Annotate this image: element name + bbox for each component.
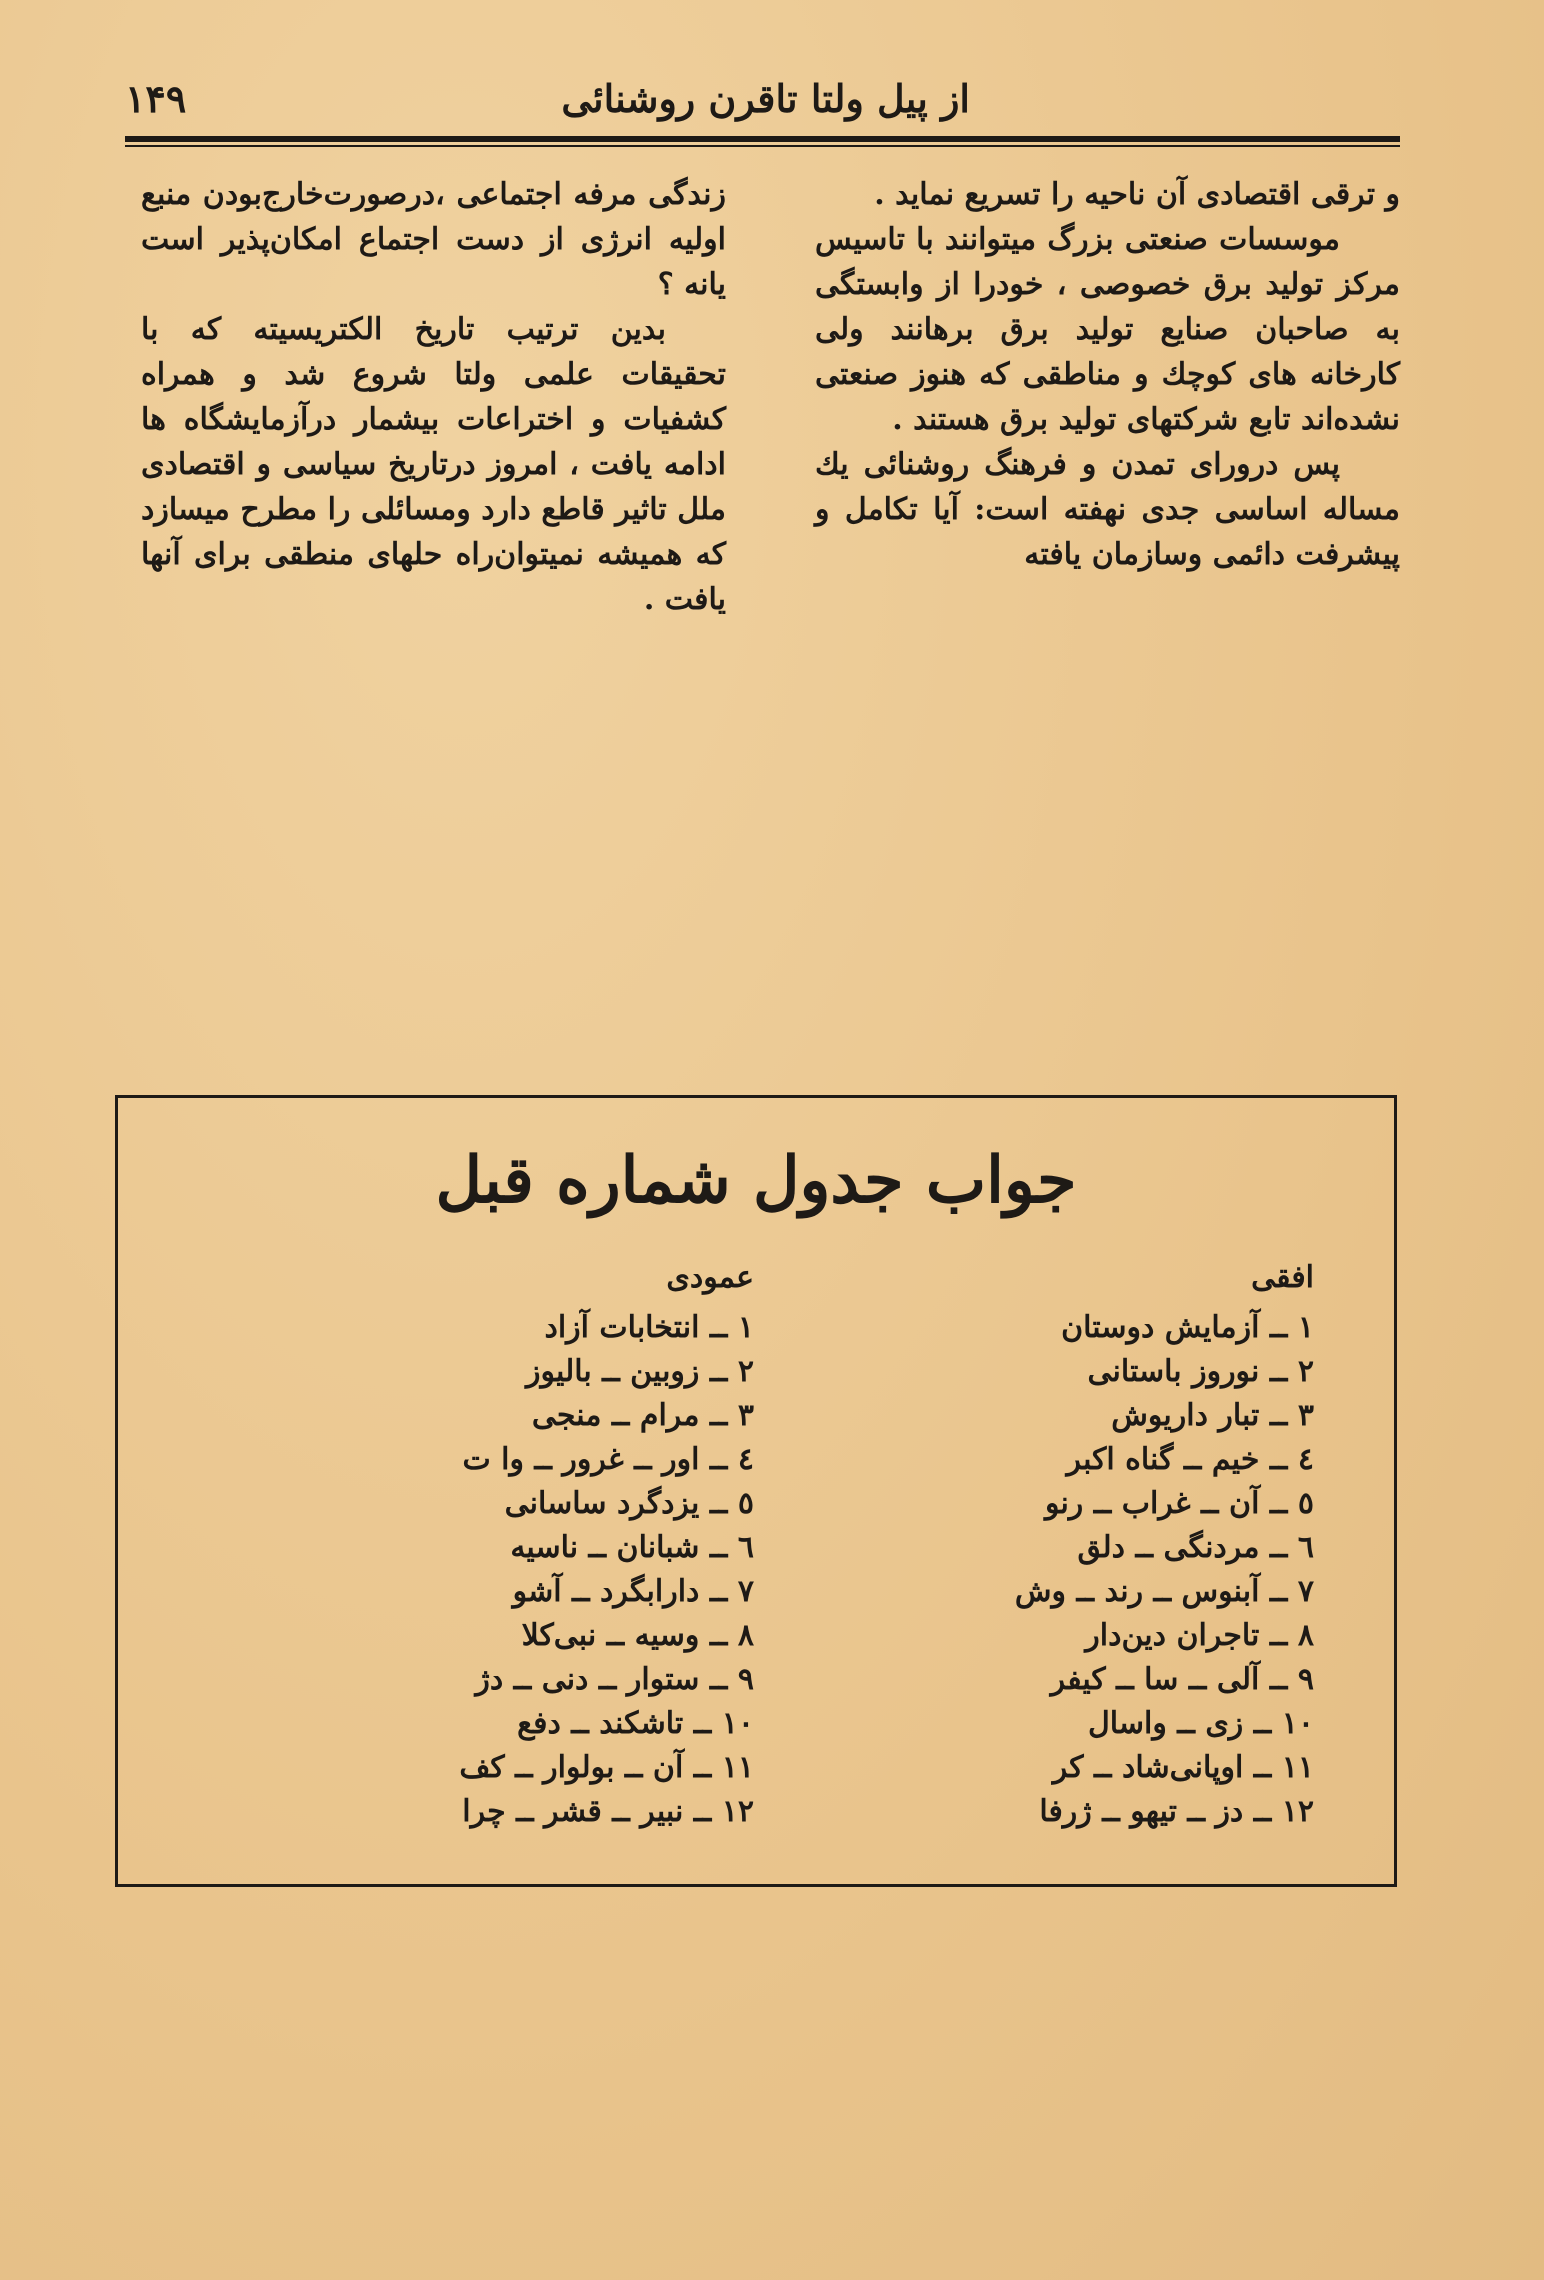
vertical-list [394,1306,754,1834]
answer-item: ۷ ــ دارابگرد ــ آشو [512,1574,754,1609]
horizontal-list [954,1306,1314,1834]
answer-item: ۱۰ ــ تاشکند ــ دفع [517,1706,754,1741]
paragraph: پس درورای تمدن و فرهنگ روشنائی یك مساله اساسی جدی نهفته است: آیا تکامل و پیشرفت دائمی وسازمان یافته [815,447,1400,572]
answer-item: ۱۲ ــ دز ــ تیهو ــ ژرفا [1039,1794,1314,1829]
answer-item: ٤ ــ اور ــ غرور ــ وا ت [462,1442,754,1477]
horizontal-heading: افقی [1251,1260,1314,1295]
vertical-answers [394,1258,754,1834]
page-number: ۱۴۹ [125,76,187,121]
answer-item: ۹ ــ آلی ــ سا ــ کیفر [1050,1662,1314,1697]
paragraph: بدین ترتیب تاریخ الکتریسیته که با تحقیقات علمی ولتا شروع شد و همراه کشفیات و اختراعات بیشمار درآزمایشگاه ها ادامه یافت ، امروز درتاریخ سیاسی و اقتصادی ملل تاثیر قاطع دارد ومسائلی را مطرح میسازد که همیشه نمیتوان‌راه حلهای منطقی برای آنها یافت . [141,312,726,617]
vertical-heading: عمودی [666,1260,754,1295]
answer-item: ۱۲ ــ نبیر ــ قشر ــ چرا [462,1794,754,1829]
answer-item: ٤ ــ خیم ــ گناه اکبر [1066,1442,1314,1477]
answer-item: ۸ ــ وسیه ــ نبی‌کلا [521,1618,754,1653]
answer-item: ۱۱ ــ اوپانی‌شاد ــ کر [1052,1750,1314,1785]
header-rule-thin [125,145,1400,147]
answer-item: ۸ ــ تاجران دین‌دار [1085,1618,1314,1653]
crossword-answer-box [115,1095,1397,1887]
text-column-left [141,172,726,622]
answer-item: ٦ ــ شبانان ــ ناسیه [510,1530,754,1565]
answer-item: ۳ ــ تبار داریوش [1111,1398,1314,1433]
paragraph: و ترقی اقتصادی آن ناحیه را تسریع نماید . [874,177,1400,212]
answer-item: ۳ ــ مرام ــ منجی [531,1398,754,1433]
answer-item: ۷ ــ آبنوس ــ رند ــ وش [1014,1574,1314,1609]
answer-item: ۱ ــ آزمایش دوستان [1061,1310,1314,1345]
text-column-right [815,172,1400,577]
answer-item: ۱۱ ــ آن ــ بولوار ــ کف [459,1750,754,1785]
answer-item: ۹ ــ ستوار ــ دنی ــ دژ [475,1662,754,1697]
answer-item: ۱ ــ انتخابات آزاد [544,1310,754,1345]
paragraph: زندگی مرفه اجتماعی ،درصورت‌خارج‌بودن منبع اولیه انرژی از دست اجتماع امکان‌پذیر است یانه ؟ [141,177,726,302]
paragraph: موسسات صنعتی بزرگ میتوانند با تاسیس مرکز تولید برق خصوصی ، خودرا از وابستگی به صاحبان صنایع تولید برق برهانند ولی کارخانه های کوچك و مناطقی که هنوز صنعتی نشده‌اند تابع شرکتهای تولید برق هستند . [815,222,1400,437]
answer-item: ٦ ــ مردنگی ــ دلق [1077,1530,1314,1565]
answer-item: ٥ ــ آن ــ غراب ــ رنو [1044,1486,1314,1521]
answer-item: ۱۰ ــ زی ــ واسال [1087,1706,1314,1741]
answer-item: ۲ ــ زوبین ــ بالیوز [526,1354,754,1389]
header-rule-thick [125,136,1400,142]
answer-item: ۲ ــ نوروز باستانی [1087,1354,1314,1389]
answer-item: ٥ ــ یزدگرد ساسانی [504,1486,754,1521]
box-title: جواب جدول شماره قبل [435,1143,1077,1218]
page-header [125,68,1400,128]
horizontal-answers [954,1258,1314,1834]
running-title: از پیل ولتا تاقرن روشنائی [561,76,970,121]
